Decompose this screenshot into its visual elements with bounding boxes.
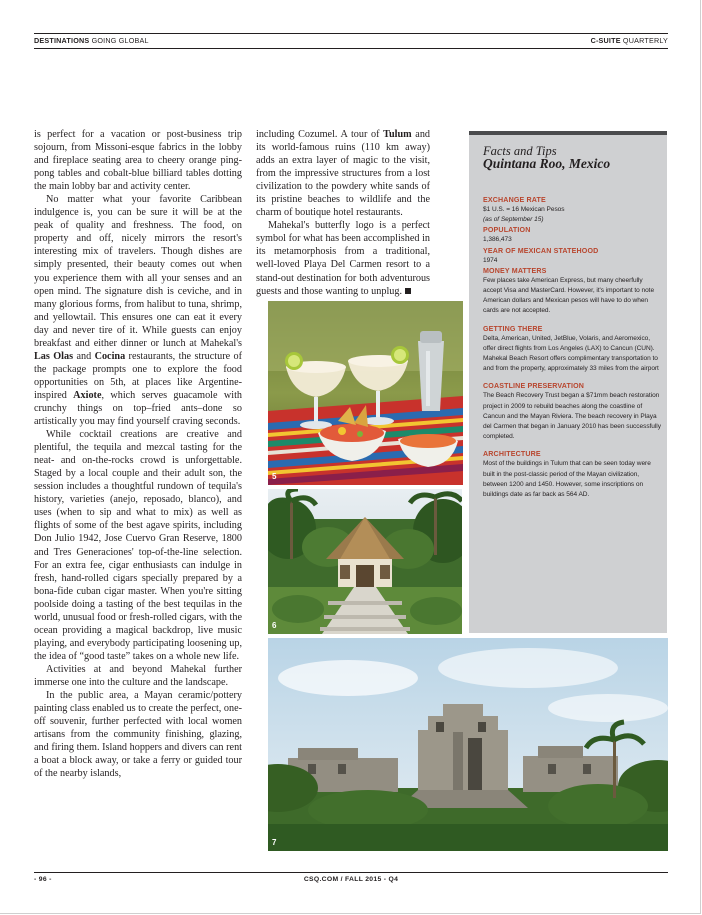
sidebar-section-heading: POPULATION — [483, 226, 531, 235]
article-paragraph — [34, 193, 242, 428]
text-run: While cocktail creations are creative and plentiful, the tequila and mezcal tasting for the neat- and on-the-rocks crowd is unforgettable. Staged by a local couple and their adult son, the session includes a thoughtful rundown of tequila's history, varieties (anejo, reposado, blanco), and uses (when to sip and what to mix) as well as flights of some of the best agave spirits, including Don Julio 1942, Jose Cuervo Gran Reserve, 1800 and Tres Generaciones' top-of-the-line selection. For an extra fee, cigar enthusiasts can indulge in fresh, hand-rolled cigars specially prepared by a bona-fide cuban cigar master. When you're sitting poolside doing a tasting of the best tequilas in the world, unusual food or fresh-rolled cigars, with the ocean providing a magical backdrop, live music playing, and everybody participating loosening up, the idea of “good taste” takes on a whole new life. — [34, 429, 242, 662]
magazine-label-bold: C-SUITE — [590, 36, 621, 45]
sidebar-section-text: (as of September 15) — [483, 216, 544, 224]
sidebar-section-text: Few places take American Express, but many cheerfully accept Visa and MasterCard. However, it's important to note American dollars and Mexican pesos will have to do when cards are not accepted. — [483, 276, 655, 315]
sidebar-section-heading: COASTLINE PRESERVATION — [483, 382, 585, 391]
issue-label: CSQ.COM / FALL 2015 - Q4 — [303, 876, 399, 883]
photo-number-7: 7 — [272, 838, 277, 847]
sidebar-section-heading: GETTING THERE — [483, 324, 543, 333]
article-paragraph — [256, 219, 430, 297]
article-paragraph — [34, 689, 242, 780]
text-run: Mahekal's butterfly logo is a perfect symbol for what has been accomplished in its metamorphosis from a traditional, well-loved Playa Del Carmen resort to a stand-out destination for both adventurous guests and those wanting to unplug. — [256, 220, 430, 297]
photo-tulum-ruins — [268, 638, 668, 851]
running-header — [34, 33, 668, 49]
sidebar-kicker: Facts and Tips — [483, 144, 557, 158]
sidebar-top-rule — [469, 131, 667, 135]
sidebar-section-text: 1,386,473 — [483, 236, 512, 244]
article-paragraph — [34, 128, 242, 193]
sidebar-title: Quintana Roo, Mexico — [483, 156, 611, 171]
bold-term: Tulum — [383, 129, 412, 140]
text-run: and its world-famous ruins (110 km away) adds an extra layer of magic to the visit, from the impressive structures from a lost civilization to the powdery white sands of its pristine beaches to wildlife and the charm of boutique hotel restaurants. — [256, 129, 431, 219]
photo-palapa-villa — [268, 489, 462, 634]
article-column-1 — [34, 128, 242, 780]
sidebar-spacer — [483, 442, 661, 449]
text-run: is perfect for a vacation or post-business trip sojourn, from Missoni-esque fabrics in the lobby and fireplace seating area to cheery orange ping-pong tables and cobalt-blue billiard tables dotting the main lobby bar and activity center. — [34, 129, 242, 193]
text-run: Activities at and beyond Mahekal further immerse one into the culture and the landscape. — [34, 663, 242, 688]
text-run: restaurants, the structure of the package prompts one to explore the food opportunities on 5th, at places like Argentine-inspired — [34, 350, 243, 401]
sidebar-section-heading: ARCHITECTURE — [483, 450, 541, 459]
photo-number-6: 6 — [272, 621, 277, 630]
sidebar-spacer — [483, 317, 661, 324]
section-label-rest: GOING GLOBAL — [91, 36, 149, 45]
sidebar-section-heading: YEAR OF MEXICAN STATEHOOD — [483, 246, 599, 255]
text-run: and — [73, 350, 95, 362]
sidebar-section-heading: MONEY MATTERS — [483, 266, 547, 275]
article-paragraph — [34, 663, 242, 689]
facts-sidebar — [469, 131, 667, 633]
text-run: In the public area, a Mayan ceramic/pottery painting class enabled us to create the perfect, one-off souvenir, further perfected with local women artisans from the community finishing, glazing, and firing them. Island hoppers and divers can rent a boat a block away, or take a ferry or guided tour of the nearby islands, — [34, 690, 242, 780]
magazine-label-rest: QUARTERLY — [622, 36, 668, 45]
villa-illustration — [268, 489, 462, 634]
bold-term: Axiote — [73, 389, 102, 401]
sidebar-section-text: $1 U.S. = 16 Mexican Pesos — [483, 206, 565, 213]
cocktails-illustration — [268, 301, 463, 485]
sidebar-body — [483, 195, 661, 500]
bold-term: Cocina — [94, 350, 126, 362]
sidebar-spacer — [483, 374, 661, 381]
section-label — [34, 34, 149, 47]
article-paragraph — [256, 128, 430, 219]
bold-term: Las Olas — [34, 350, 74, 362]
section-label-bold: DESTINATIONS — [34, 36, 90, 45]
photo-cocktails-ceviche — [268, 301, 463, 485]
sidebar-section-text: 1974 — [483, 256, 498, 264]
sidebar-section-text: Most of the buildings in Tulum that can be seen today were built in the post-classic period of the Mayan civilization, between 1200 and 1450. However, some inscriptions on buildings date as far back as 564 AD. — [483, 460, 651, 499]
article-column-2 — [256, 128, 430, 298]
ruins-illustration — [268, 638, 668, 851]
sidebar-section-text: Delta, American, United, JetBlue, Volaris, and Aeromexico, offer direct flights from Los Angeles (LAX) to Cancun (CUN). Mahekal Beach Resort offers complimentary transportation to and from the property, approximately 33 miles from the airport — [483, 334, 659, 373]
sidebar-section-heading: EXCHANGE RATE — [483, 196, 546, 204]
page-number: - 96 - — [34, 876, 52, 883]
article-paragraph — [34, 428, 242, 663]
text-run: including Cozumel. A tour of — [256, 129, 384, 140]
text-run: , which serves guacamole with crunchy things on top–fried ants–done so artistically you may find yourself craving seconds. — [34, 389, 242, 428]
text-run: No matter what your favorite Caribbean indulgence is, you can be sure it will be at the peak of quality and freshness. The food, on property and off, nicely mirrors the resort's interesting mix of travelers. Though dishes are simply presented, their beauty comes out when you experience them with all your senses and an open mind. The signature dish is ceviche, and in many glorious forms, from halibut to tuna, shrimp, and yellowtail. This ensures one can eat it every day and never tire of it. While guests can enjoy breakfast and either dinner or lunch at Mahekal's — [34, 194, 242, 349]
magazine-label — [591, 34, 668, 47]
end-of-article-mark — [405, 288, 411, 294]
photo-number-5: 5 — [272, 472, 277, 481]
page-footer — [34, 872, 668, 885]
sidebar-section-text: The Beach Recovery Trust began a $71mm beach restoration project in 2009 to rebuild beaches along the coastline of Cancun and the Mayan Riviera. The beach recovery in Playa del Carmen that began in January 2010 has been successfully completed. — [483, 392, 661, 441]
